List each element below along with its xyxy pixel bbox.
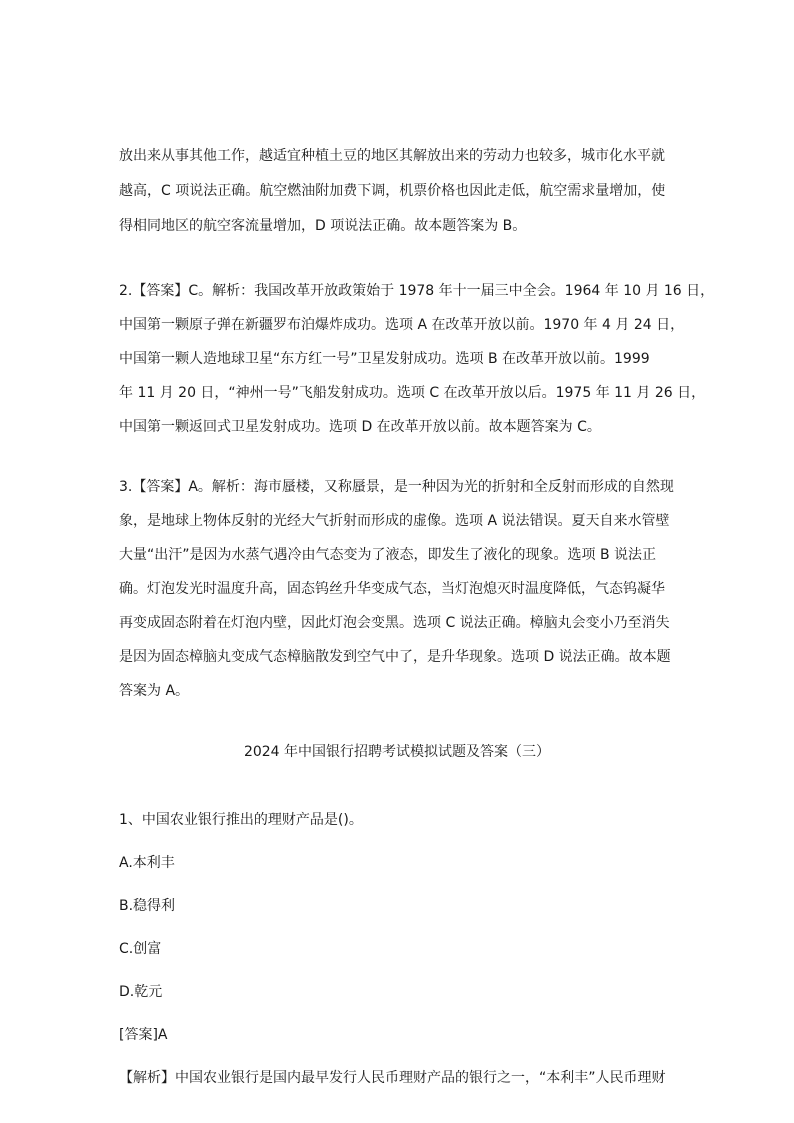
answer-line: [答案]A <box>119 1027 168 1043</box>
paragraph-line: 年 11 月 20 日，“神州一号”飞船发射成功。选项 C 在改革开放以后。1975 年 11 月 26 日， <box>119 385 706 401</box>
paragraph-line: 中国第一颗返回式卫星发射成功。选项 D 在改革开放以前。故本题答案为 C。 <box>119 419 601 435</box>
paragraph-line: 中国第一颗原子弹在新疆罗布泊爆炸成功。选项 A 在改革开放以前。1970 年 4 月 24 日， <box>119 317 685 333</box>
paragraph-line: 放出来从事其他工作，越适宜种植土豆的地区其解放出来的劳动力也较多，城市化水平就 <box>119 148 665 164</box>
paragraph-line: 3.【答案】A。解析：海市蜃楼，又称蜃景，是一种因为光的折射和全反射而形成的自然现 <box>119 479 674 495</box>
option-a: A.本利丰 <box>119 855 175 871</box>
paragraph-line: 得相同地区的航空客流量增加，D 项说法正确。故本题答案为 B。 <box>119 218 527 234</box>
option-d: D.乾元 <box>119 984 163 1000</box>
paragraph-line: 答案为 A。 <box>119 683 190 699</box>
paragraph-line: 大量“出汗”是因为水蒸气遇冷由气态变为了液态，即发生了液化的现象。选项 B 说法正 <box>119 547 657 563</box>
option-b: B.稳得利 <box>119 898 176 914</box>
analysis-line: 【解析】中国农业银行是国内最早发行人民币理财产品的银行之一，“本利丰”人民币理财 <box>119 1070 666 1086</box>
option-c: C.创富 <box>119 941 162 957</box>
paragraph-line: 2.【答案】C。解析：我国改革开放政策始于 1978 年十一届三中全会。1964 年 10 月 16 日， <box>119 283 715 299</box>
paragraph-line: 是因为固态樟脑丸变成气态樟脑散发到空气中了，是升华现象。选项 D 说法正确。故本题 <box>119 649 671 665</box>
paragraph-line: 中国第一颗人造地球卫星“东方红一号”卫星发射成功。选项 B 在改革开放以前。1999 <box>119 351 650 367</box>
question-stem: 1、中国农业银行推出的理财产品是()。 <box>119 812 363 828</box>
section-title: 2024 年中国银行招聘考试模拟试题及答案（三） <box>243 744 551 760</box>
paragraph-line: 再变成固态附着在灯泡内壁，因此灯泡会变黑。选项 C 说法正确。樟脑丸会变小乃至消失 <box>119 615 670 631</box>
paragraph-line: 象，是地球上物体反射的光经大气折射而形成的虚像。选项 A 说法错误。夏天自来水管壁 <box>119 513 670 529</box>
paragraph-line: 越高，C 项说法正确。航空燃油附加费下调，机票价格也因此走低，航空需求量增加，使 <box>119 183 666 199</box>
paragraph-line: 确。灯泡发光时温度升高，固态钨丝升华变成气态，当灯泡熄灭时温度降低，气态钨凝华 <box>119 581 665 597</box>
